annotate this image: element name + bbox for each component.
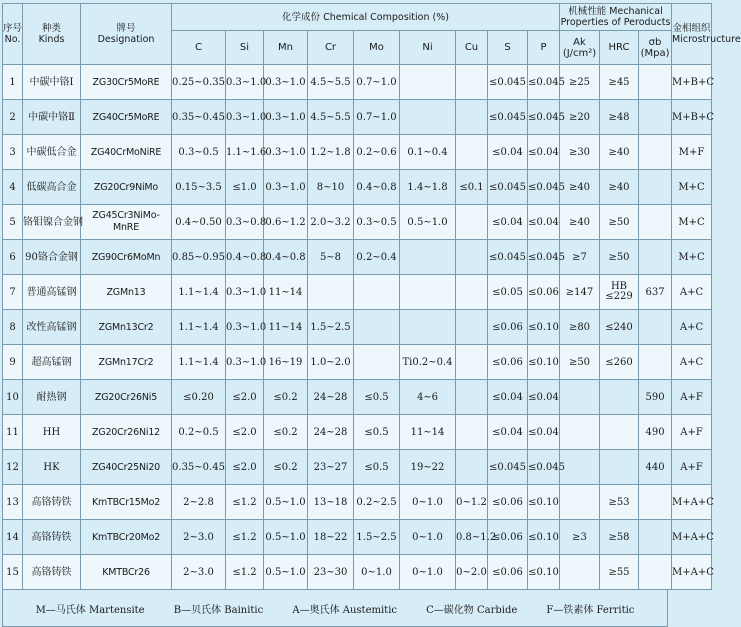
table-row (3, 555, 712, 590)
cell-p: ≤0.045 (528, 240, 560, 275)
cell-ak: ≥20 (560, 100, 600, 135)
cell-p: ≤0.04 (528, 415, 560, 450)
legend-ferritic: F—铁素体 Ferritic (546, 604, 635, 616)
legend-bainitic: B—贝氏体 Bainitic (173, 604, 264, 616)
cell-tensile (639, 100, 672, 135)
cell-si: ≤2.0 (226, 380, 264, 415)
header-kinds-cn: 种类 (41, 23, 61, 34)
header-designation (81, 4, 172, 65)
cell-cr: 1.0~2.0 (308, 345, 354, 380)
cell-designation: ZG20Cr26Ni12 (81, 415, 172, 450)
cell-mn: 0.6~1.2 (264, 205, 308, 240)
cell-mo (354, 345, 400, 380)
cell-kind: HH (23, 415, 81, 450)
cell-mn: ≤0.2 (264, 415, 308, 450)
cell-mn: 11~14 (264, 275, 308, 310)
composition-table (2, 3, 741, 590)
cell-mn: 0.5~1.0 (264, 485, 308, 520)
cell-ni: 0.1~0.4 (400, 135, 456, 170)
cell-si: 0.3~1.0 (226, 100, 264, 135)
cell-microstructure: A+F (672, 450, 712, 485)
cell-mo: 1.5~2.5 (354, 520, 400, 555)
cell-kind: 低碳高合金 (23, 170, 81, 205)
cell-p: ≤0.10 (528, 555, 560, 590)
cell-ni (400, 65, 456, 100)
header-ak: Ak (J/cm²) (560, 31, 600, 65)
cell-p: ≤0.04 (528, 380, 560, 415)
cell-tensile (639, 485, 672, 520)
cell-si: ≤1.2 (226, 555, 264, 590)
cell-ni: Ti0.2~0.4 (400, 345, 456, 380)
cell-ak (560, 415, 600, 450)
cell-hrc (600, 380, 639, 415)
cell-s: ≤0.06 (488, 520, 528, 555)
cell-cr: 8~10 (308, 170, 354, 205)
cell-cu: ≤0.1 (456, 170, 488, 205)
cell-tensile: 440 (639, 450, 672, 485)
table-row (3, 485, 712, 520)
cell-designation: ZGMn13 (81, 275, 172, 310)
cell-s: ≤0.04 (488, 135, 528, 170)
cell-mo: 0.7~1.0 (354, 65, 400, 100)
cell-mn: 0.4~0.8 (264, 240, 308, 275)
cell-cr: 2.0~3.2 (308, 205, 354, 240)
cell-designation: ZG20Cr9NiMo (81, 170, 172, 205)
table-row (3, 100, 712, 135)
cell-ak: ≥50 (560, 345, 600, 380)
cell-si: 0.4~0.8 (226, 240, 264, 275)
cell-si: 0.3~0.8 (226, 205, 264, 240)
cell-no: 8 (3, 310, 23, 345)
table-row (3, 240, 712, 275)
cell-tensile (639, 170, 672, 205)
header-element-mo: Mo (354, 31, 400, 65)
cell-cr: 4.5~5.5 (308, 65, 354, 100)
cell-hrc: ≥58 (600, 520, 639, 555)
cell-mo: 0.2~2.5 (354, 485, 400, 520)
legend-carbide: C—碳化物 Carbide (426, 604, 518, 616)
header-kinds (23, 4, 81, 65)
cell-s: ≤0.045 (488, 240, 528, 275)
cell-mo: 0.2~0.6 (354, 135, 400, 170)
cell-p: ≤0.06 (528, 275, 560, 310)
cell-cr: 23~30 (308, 555, 354, 590)
cell-si: 0.3~1.0 (226, 65, 264, 100)
cell-c: 1.1~1.4 (172, 345, 226, 380)
cell-designation: KmTBCr20Mo2 (81, 520, 172, 555)
cell-mo: 0.4~0.8 (354, 170, 400, 205)
cell-ni: 0.5~1.0 (400, 205, 456, 240)
cell-cu: 0~1.2 (456, 485, 488, 520)
cell-mn: 0.3~1.0 (264, 170, 308, 205)
cell-c: ≤0.20 (172, 380, 226, 415)
cell-ni: 0~1.0 (400, 520, 456, 555)
composition-table-wrap (2, 3, 741, 627)
cell-s: ≤0.045 (488, 100, 528, 135)
cell-mo (354, 275, 400, 310)
cell-tensile (639, 345, 672, 380)
cell-s: ≤0.06 (488, 310, 528, 345)
cell-kind: 铬钼镍合金钢 (23, 205, 81, 240)
cell-si: ≤2.0 (226, 415, 264, 450)
header-hrc: HRC (600, 31, 639, 65)
cell-no: 14 (3, 520, 23, 555)
cell-p: ≤0.04 (528, 135, 560, 170)
cell-p: ≤0.10 (528, 485, 560, 520)
cell-ak (560, 485, 600, 520)
cell-tensile (639, 520, 672, 555)
cell-p: ≤0.10 (528, 345, 560, 380)
cell-ak: ≥25 (560, 65, 600, 100)
table-row (3, 135, 712, 170)
cell-microstructure: M+A+C (672, 555, 712, 590)
cell-ni: 4~6 (400, 380, 456, 415)
cell-si: 0.3~1.0 (226, 275, 264, 310)
cell-kind: 耐热钢 (23, 380, 81, 415)
cell-p: ≤0.045 (528, 100, 560, 135)
cell-cu (456, 345, 488, 380)
cell-kind: 超高锰钢 (23, 345, 81, 380)
cell-ni: 19~22 (400, 450, 456, 485)
cell-ni (400, 310, 456, 345)
cell-mn: 11~14 (264, 310, 308, 345)
header-no: 序号 No. (3, 4, 23, 65)
cell-hrc (600, 415, 639, 450)
cell-no: 3 (3, 135, 23, 170)
cell-ni: 1.4~1.8 (400, 170, 456, 205)
cell-ni: 0~1.0 (400, 555, 456, 590)
cell-ak: ≥147 (560, 275, 600, 310)
cell-microstructure: M+C (672, 205, 712, 240)
cell-tensile (639, 135, 672, 170)
cell-tensile (639, 65, 672, 100)
cell-microstructure: M+F (672, 135, 712, 170)
cell-mo: 0.2~0.4 (354, 240, 400, 275)
cell-ak: ≥30 (560, 135, 600, 170)
cell-mo (354, 310, 400, 345)
cell-no: 5 (3, 205, 23, 240)
cell-cu (456, 135, 488, 170)
cell-tensile: 637 (639, 275, 672, 310)
cell-kind: 高铬铸铁 (23, 520, 81, 555)
cell-hrc: ≥45 (600, 65, 639, 100)
header-tensile: σb (Mpa) (639, 31, 672, 65)
cell-microstructure: M+C (672, 240, 712, 275)
cell-tensile (639, 240, 672, 275)
cell-microstructure: A+F (672, 415, 712, 450)
cell-hrc: ≥40 (600, 135, 639, 170)
header-element-si: Si (226, 31, 264, 65)
header-element-c: C (172, 31, 226, 65)
cell-ak (560, 450, 600, 485)
cell-tensile (639, 310, 672, 345)
cell-s: ≤0.045 (488, 450, 528, 485)
cell-ak: ≥40 (560, 170, 600, 205)
cell-no: 6 (3, 240, 23, 275)
table-row (3, 170, 712, 205)
cell-s: ≤0.045 (488, 65, 528, 100)
cell-ak: ≥40 (560, 205, 600, 240)
cell-c: 0.35~0.45 (172, 100, 226, 135)
table-row (3, 205, 712, 240)
cell-c: 2~3.0 (172, 520, 226, 555)
cell-cu (456, 380, 488, 415)
cell-microstructure: A+C (672, 275, 712, 310)
cell-kind: 90铬合金钢 (23, 240, 81, 275)
table-row (3, 310, 712, 345)
legend-martensite: M—马氏体 Martensite (35, 604, 145, 616)
cell-no: 10 (3, 380, 23, 415)
cell-cr: 1.2~1.8 (308, 135, 354, 170)
cell-cu: 0~2.0 (456, 555, 488, 590)
cell-kind: 普通高锰钢 (23, 275, 81, 310)
cell-ni: 0~1.0 (400, 485, 456, 520)
cell-ak: ≥80 (560, 310, 600, 345)
cell-designation: ZG45Cr3NiMo-MnRE (81, 205, 172, 240)
cell-si: 0.3~1.0 (226, 310, 264, 345)
cell-p: ≤0.045 (528, 450, 560, 485)
cell-si: ≤1.2 (226, 485, 264, 520)
cell-microstructure: M+B+C (672, 100, 712, 135)
cell-kind: 中碳中铬Ⅰ (23, 65, 81, 100)
cell-designation: ZG40Cr25Ni20 (81, 450, 172, 485)
cell-no: 15 (3, 555, 23, 590)
cell-cu (456, 240, 488, 275)
header-designation-en: Designation (97, 34, 155, 45)
cell-cu (456, 275, 488, 310)
table-row (3, 275, 712, 310)
cell-microstructure: M+C (672, 170, 712, 205)
cell-cu (456, 100, 488, 135)
cell-mn: 0.5~1.0 (264, 555, 308, 590)
cell-cr: 5~8 (308, 240, 354, 275)
cell-mn: ≤0.2 (264, 380, 308, 415)
cell-cu (456, 310, 488, 345)
cell-hrc: ≥53 (600, 485, 639, 520)
cell-cu (456, 65, 488, 100)
cell-designation: ZG40CrMoNiRE (81, 135, 172, 170)
cell-hrc: ≥55 (600, 555, 639, 590)
cell-c: 0.85~0.95 (172, 240, 226, 275)
cell-no: 12 (3, 450, 23, 485)
cell-c: 0.4~0.50 (172, 205, 226, 240)
cell-kind: 高铬铸铁 (23, 555, 81, 590)
cell-hrc: ≥50 (600, 205, 639, 240)
cell-no: 1 (3, 65, 23, 100)
cell-tensile (639, 205, 672, 240)
cell-kind: 高铬铸铁 (23, 485, 81, 520)
cell-c: 2~3.0 (172, 555, 226, 590)
cell-p: ≤0.10 (528, 310, 560, 345)
cell-c: 0.2~0.5 (172, 415, 226, 450)
cell-mn: 0.5~1.0 (264, 520, 308, 555)
cell-cu (456, 205, 488, 240)
cell-cr (308, 275, 354, 310)
cell-kind: 中碳低合金 (23, 135, 81, 170)
cell-p: ≤0.10 (528, 520, 560, 555)
cell-hrc (600, 450, 639, 485)
cell-hrc: ≥40 (600, 170, 639, 205)
cell-microstructure: A+C (672, 345, 712, 380)
cell-hrc: ≤260 (600, 345, 639, 380)
cell-ak: ≥3 (560, 520, 600, 555)
legend (2, 590, 668, 627)
cell-kind: 改性高锰钢 (23, 310, 81, 345)
table-row (3, 450, 712, 485)
cell-no: 2 (3, 100, 23, 135)
cell-s: ≤0.05 (488, 275, 528, 310)
cell-ni (400, 240, 456, 275)
cell-microstructure: M+B+C (672, 65, 712, 100)
cell-microstructure: M+A+C (672, 485, 712, 520)
cell-si: 0.3~1.0 (226, 345, 264, 380)
cell-cu: 0.8~1.2 (456, 520, 488, 555)
table-row (3, 345, 712, 380)
cell-cr: 24~28 (308, 380, 354, 415)
cell-c: 1.1~1.4 (172, 310, 226, 345)
cell-designation: ZG90Cr6MoMn (81, 240, 172, 275)
cell-c: 2~2.8 (172, 485, 226, 520)
cell-microstructure: M+A+C (672, 520, 712, 555)
header-element-p: P (528, 31, 560, 65)
cell-c: 0.25~0.35 (172, 65, 226, 100)
cell-p: ≤0.04 (528, 205, 560, 240)
cell-designation: ZG30Cr5MoRE (81, 65, 172, 100)
header-element-s: S (488, 31, 528, 65)
cell-ak (560, 555, 600, 590)
cell-designation: KMTBCr26 (81, 555, 172, 590)
cell-cr: 18~22 (308, 520, 354, 555)
cell-cu (456, 450, 488, 485)
header-element-mn: Mn (264, 31, 308, 65)
table-row (3, 520, 712, 555)
cell-designation: ZGMn17Cr2 (81, 345, 172, 380)
cell-ak (560, 380, 600, 415)
cell-no: 9 (3, 345, 23, 380)
cell-mo: ≤0.5 (354, 415, 400, 450)
header-designation-cn: 牌号 (116, 23, 136, 34)
header-element-cr: Cr (308, 31, 354, 65)
cell-kind: HK (23, 450, 81, 485)
cell-s: ≤0.06 (488, 485, 528, 520)
cell-mn: ≤0.2 (264, 450, 308, 485)
cell-ak: ≥7 (560, 240, 600, 275)
legend-austemitic: A—奥氏体 Austemitic (292, 604, 397, 616)
cell-si: ≤1.0 (226, 170, 264, 205)
cell-hrc: ≥48 (600, 100, 639, 135)
cell-designation: KmTBCr15Mo2 (81, 485, 172, 520)
cell-si: 1.1~1.6 (226, 135, 264, 170)
cell-mo: 0~1.0 (354, 555, 400, 590)
cell-p: ≤0.045 (528, 65, 560, 100)
header-element-cu: Cu (456, 31, 488, 65)
cell-cr: 23~27 (308, 450, 354, 485)
cell-s: ≤0.04 (488, 415, 528, 450)
cell-designation: ZGMn13Cr2 (81, 310, 172, 345)
cell-cr: 1.5~2.5 (308, 310, 354, 345)
cell-hrc: ≥50 (600, 240, 639, 275)
header-kinds-en: Kinds (38, 34, 65, 45)
cell-c: 1.1~1.4 (172, 275, 226, 310)
cell-cu (456, 415, 488, 450)
table-row (3, 415, 712, 450)
cell-cr: 24~28 (308, 415, 354, 450)
cell-s: ≤0.06 (488, 345, 528, 380)
cell-kind: 中碳中铬Ⅱ (23, 100, 81, 135)
cell-mn: 0.3~1.0 (264, 65, 308, 100)
cell-s: ≤0.045 (488, 170, 528, 205)
cell-c: 0.3~0.5 (172, 135, 226, 170)
cell-designation: ZG20Cr26Ni5 (81, 380, 172, 415)
cell-tensile: 490 (639, 415, 672, 450)
cell-hrc: HB ≤229 (600, 275, 639, 310)
cell-designation: ZG40Cr5MoRE (81, 100, 172, 135)
cell-c: 0.35~0.45 (172, 450, 226, 485)
cell-s: ≤0.04 (488, 380, 528, 415)
cell-no: 4 (3, 170, 23, 205)
table-row (3, 65, 712, 100)
cell-si: ≤1.2 (226, 520, 264, 555)
header-mechanical-properties: 机械性能 Mechanical Properties of Peroducts (560, 4, 672, 31)
cell-mo: ≤0.5 (354, 450, 400, 485)
cell-ni: 11~14 (400, 415, 456, 450)
cell-ni (400, 100, 456, 135)
cell-no: 7 (3, 275, 23, 310)
cell-microstructure: A+F (672, 380, 712, 415)
cell-microstructure: A+C (672, 310, 712, 345)
cell-si: ≤2.0 (226, 450, 264, 485)
composition-rows (3, 65, 715, 590)
cell-p: ≤0.045 (528, 170, 560, 205)
cell-tensile (639, 555, 672, 590)
cell-mo: ≤0.5 (354, 380, 400, 415)
cell-c: 0.15~3.5 (172, 170, 226, 205)
cell-mn: 0.3~1.0 (264, 100, 308, 135)
header-element-ni: Ni (400, 31, 456, 65)
cell-mn: 16~19 (264, 345, 308, 380)
cell-mn: 0.3~1.0 (264, 135, 308, 170)
cell-tensile: 590 (639, 380, 672, 415)
cell-hrc: ≤240 (600, 310, 639, 345)
cell-cr: 4.5~5.5 (308, 100, 354, 135)
cell-mo: 0.7~1.0 (354, 100, 400, 135)
header-chemical-composition: 化学成份 Chemical Composition (%) (172, 4, 560, 31)
cell-no: 11 (3, 415, 23, 450)
cell-cr: 13~18 (308, 485, 354, 520)
table-row (3, 380, 712, 415)
header-microstructure: 金相组织 Microstructure (672, 4, 712, 65)
cell-s: ≤0.04 (488, 205, 528, 240)
cell-s: ≤0.06 (488, 555, 528, 590)
cell-mo: 0.3~0.5 (354, 205, 400, 240)
cell-no: 13 (3, 485, 23, 520)
cell-ni (400, 275, 456, 310)
